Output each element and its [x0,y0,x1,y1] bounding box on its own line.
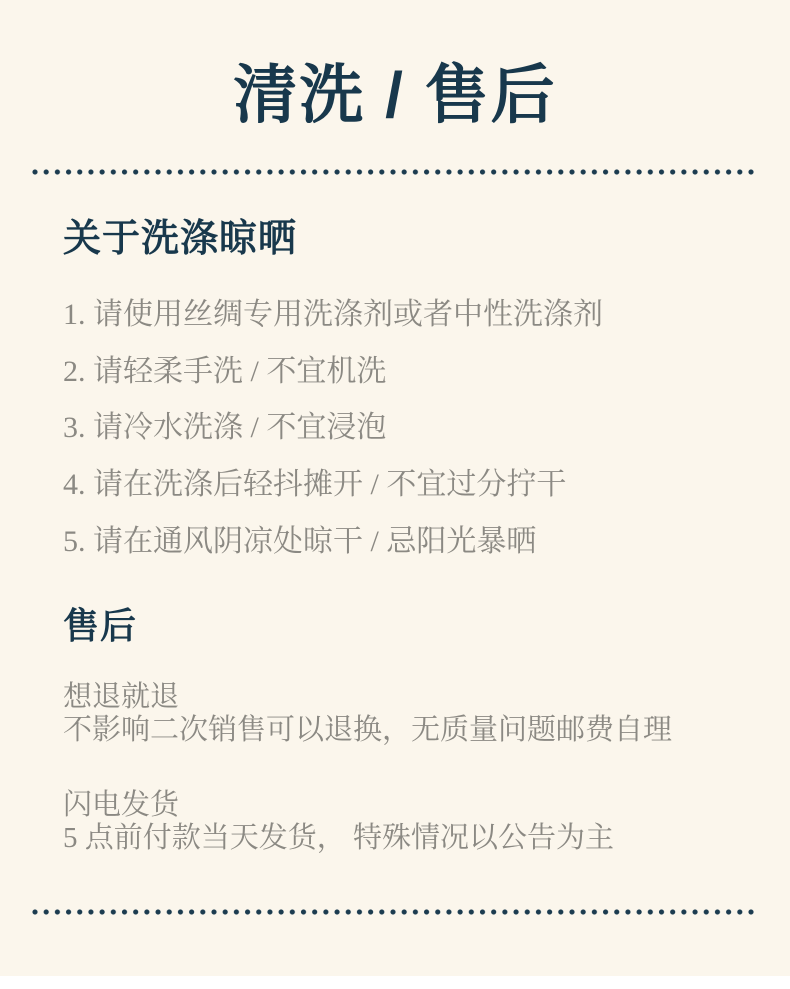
washing-instruction-item: 1. 请使用丝绸专用洗涤剂或者中性洗涤剂 [63,298,603,332]
dotted-divider-top [32,169,758,175]
washing-instruction-item: 5. 请在通风阴凉处晾干 / 忌阳光暴晒 [63,524,537,558]
washing-instruction-list [63,283,603,566]
shipping-policy-title: 闪电发货 [63,789,180,821]
return-policy [63,681,672,747]
page-title: 清洗 / 售后 [233,59,557,131]
dotted-divider-bottom [32,909,758,915]
shipping-policy-desc: 5 点前付款当天发货， 特殊情况以公告为主 [63,822,615,854]
washing-instruction-item: 4. 请在洗涤后轻抖摊开 / 不宜过分拧干 [63,468,567,502]
aftersales-section-heading: 售后 [63,605,138,646]
bottom-white-strip [0,976,790,989]
return-policy-desc: 不影响二次销售可以退换，无质量问题邮费自理 [63,714,673,746]
washing-section-heading: 关于洗涤晾晒 [63,218,298,260]
washing-instruction-item: 3. 请冷水洗涤 / 不宜浸泡 [63,411,387,445]
return-policy-title: 想退就退 [63,681,180,713]
washing-instruction-item: 2. 请轻柔手洗 / 不宜机洗 [63,354,387,388]
shipping-policy [63,789,614,855]
